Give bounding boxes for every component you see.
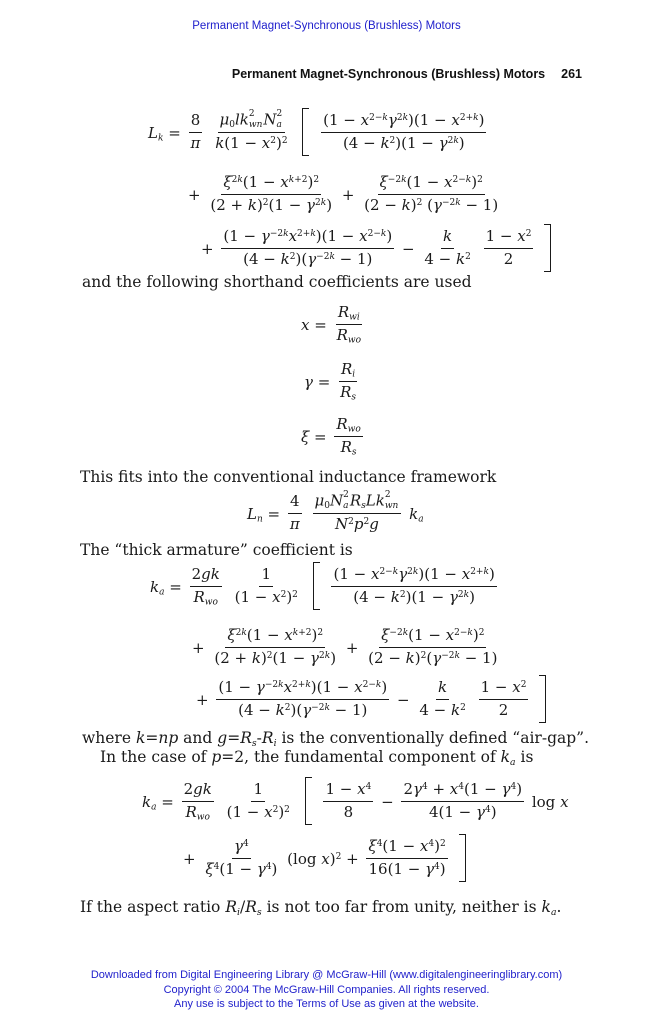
running-header-title: Permanent Magnet-Synchronous (Brushless) Motors [231,67,546,81]
equation-ka-fundamental-line-1: $k_a$ = $\frac{2gk}{R_{wo}}$ $\frac{1}{(1 - x^2)^2}$ $\frac{1 - x^4}{8}$ − $\frac{2\gamma^4 + x^4(1 - \gamma^4)}{4(1 - \gamma^4)}$ log x [142,779,569,827]
paragraph-thick-armature: The “thick armature” coefficient is [80,541,353,559]
equation-x-definition: x = $\frac{R_{wi}}{R_{wo}}$ [301,303,361,346]
equation-lk-line-2: + $\frac{\xi^{2k}(1 - x^{k+2})^2}{(2 + k)^2(1 - \gamma^{2k})}$ + $\frac{\xi^{-2k}(1 - x^{2-k})^2}{(2 - k)^2 (\gamma^{-2k} - 1)}$ [188,173,499,214]
equation-ka-line-1: $k_a$ = $\frac{2gk}{R_{wo}}$ $\frac{1}{(1 - x^2)^2}$ $\frac{(1 - x^{2-k}\gamma^{2k})(1 - x^{2+k})}{(4 - k^2)(1 - \gamma^{2k})}$ [150,564,500,612]
footer-line-downloaded: Downloaded from Digital Engineering Library @ McGraw-Hill (www.digitalengineeringlibrary.com) [90,969,563,981]
paragraph-framework: This fits into the conventional inductance framework [80,468,497,486]
equation-ka-line-3: + $\frac{(1 - \gamma^{-2k}x^{2+k})(1 - x^{2-k})}{(4 - k^2)(\gamma^{-2k} - 1)}$ − $\frac{k}{4 - k^2}$ $\frac{1 - x^2}{2}$ [196,677,548,725]
paragraph-case-p2: In the case of p=2, the fundamental component of $k_a$ is [100,748,534,768]
paragraph-shorthand-intro: and the following shorthand coefficients are used [82,273,472,291]
equation-lk-line-1: $L_k$ = $\frac{8}{\pi}$ $\mu_0lk$ 2 wn N 2 a $k(1 - x^2)^2$ $\frac{(1 - x^{2-k}\gamma^{2k})(1 - x^{2+k})}{(4 - k^2)(1 - \gamma^{2k})}$ [148,110,489,158]
footer-line-terms: Any use is subject to the Terms of Use as given at the website. [174,998,479,1010]
equation-lk-line-3: + $\frac{(1 - \gamma^{-2k}x^{2+k})(1 - x^{2-k})}{(4 - k^2)(\gamma^{-2k} - 1)}$ − $\frac{k}{4 - k^2}$ $\frac{1 - x^2}{2}$ [201,226,553,274]
equation-xi-definition: ξ = $\frac{R_{wo}}{R_s}$ [301,415,361,458]
equation-ka-fundamental-line-2: + $\frac{\gamma^4}{\xi^4(1 - \gamma^4)}$ (log x)$^2$ + $\frac{\xi^4(1 - x^4)^2}{16(1 - \gamma^4)}$ [183,836,468,884]
top-watermark-title: Permanent Magnet-Synchronous (Brushless) Motors [192,20,461,32]
equation-ka-line-2: + $\frac{\xi^{2k}(1 - x^{k+2})^2}{(2 + k)^2(1 - \gamma^{2k})}$ + $\frac{\xi^{-2k}(1 - x^{2-k})^2}{(2 - k)^2(\gamma^{-2k} - 1)}$ [192,626,498,667]
paragraph-aspect-ratio: If the aspect ratio $R_i/R_s$ is not too far from unity, neither is $k_a$. [80,898,562,918]
equation-gamma-definition: γ = $\frac{R_i}{R_s}$ [304,360,356,403]
footer-line-copyright: Copyright © 2004 The McGraw-Hill Companies. All rights reserved. [163,983,490,996]
page-number: 261 [561,67,582,81]
footer-notice [0,968,653,1012]
paragraph-where-definitions: where k=np and $g=R_s-R_i$ is the conventionally defined “air-gap”. [82,729,590,749]
running-header [0,67,582,81]
equation-ln: $L_n$ = $\frac{4}{\pi}$ $\mu_0N$ 2 a $R_sLk$ 2 wn $N^2p^2g$ $k_a$ [247,490,424,534]
